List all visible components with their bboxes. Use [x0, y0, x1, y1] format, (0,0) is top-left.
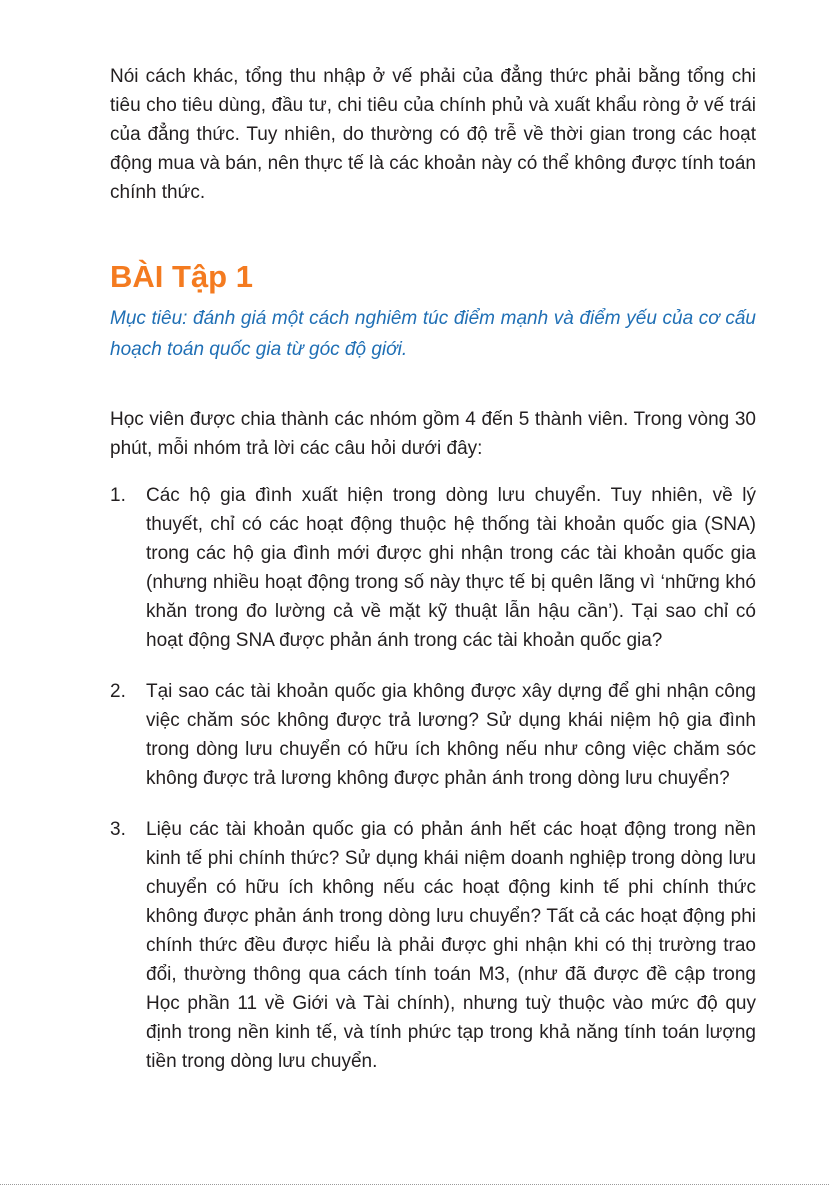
- exercise-heading: BÀI Tập 1: [110, 259, 253, 294]
- page-bottom-divider: [0, 1184, 829, 1185]
- question-text: Các hộ gia đình xuất hiện trong dòng lưu chuyển. Tuy nhiên, về lý thuyết, chỉ có các hoạt động thuộc hệ thống tài khoản quốc gia (SNA) trong các hộ gia đình mới được ghi nhận trong các tài khoản quốc gia (nhưng nhiều hoạt động trong số này thực tế bị quên lãng vì ‘những khó khăn trong đo lường cả về mặt kỹ thuật lẫn hậu cần’). Tại sao chỉ có hoạt động SNA được phản ánh trong các tài khoản quốc gia?: [146, 485, 756, 651]
- exercise-instructions: Học viên được chia thành các nhóm gồm 4 đến 5 thành viên. Trong vòng 30 phút, mỗi nhóm trả lời các câu hỏi dưới đây:: [110, 409, 756, 459]
- question-number: 2.: [110, 681, 126, 702]
- question-list: [110, 481, 756, 1076]
- question-item-1: [110, 481, 756, 655]
- exercise-objective: Mục tiêu: đánh giá một cách nghiêm túc điểm mạnh và điểm yếu của cơ cấu hoạch toán quốc gia từ góc độ giới.: [110, 308, 756, 360]
- question-item-2: [110, 677, 756, 793]
- question-item-3: [110, 815, 756, 1076]
- question-text: Liệu các tài khoản quốc gia có phản ánh hết các hoạt động trong nền kinh tế phi chính thức? Sử dụng khái niệm doanh nghiệp trong dòng lưu chuyển có hữu ích không nếu các hoạt động kinh tế phi chính thức không được phản ánh trong dòng lưu chuyển? Tất cả các hoạt động phi chính thức đều được hiểu là phải được ghi nhận khi có thị trường trao đổi, thường thông qua cách tính toán M3, (như đã được đề cập trong Học phần 11 về Giới và Tài chính), nhưng tuỳ thuộc vào mức độ quy định trong nền kinh tế, và tính phức tạp trong khả năng tính toán lượng tiền trong dòng lưu chuyển.: [146, 819, 756, 1072]
- intro-paragraph: Nói cách khác, tổng thu nhập ở vế phải của đẳng thức phải bằng tổng chi tiêu cho tiêu dùng, đầu tư, chi tiêu của chính phủ và xuất khẩu ròng ở vế trái của đẳng thức. Tuy nhiên, do thường có độ trễ về thời gian trong các hoạt động mua và bán, nên thực tế là các khoản này có thể không được tính toán chính thức.: [110, 66, 756, 203]
- document-page: [110, 60, 756, 1098]
- question-number: 1.: [110, 485, 126, 506]
- question-text: Tại sao các tài khoản quốc gia không được xây dựng để ghi nhận công việc chăm sóc không được trả lương? Sử dụng khái niệm hộ gia đình trong dòng lưu chuyển có hữu ích không nếu như công việc chăm sóc không được trả lương không được phản ánh trong dòng lưu chuyển?: [146, 681, 756, 789]
- question-number: 3.: [110, 819, 126, 840]
